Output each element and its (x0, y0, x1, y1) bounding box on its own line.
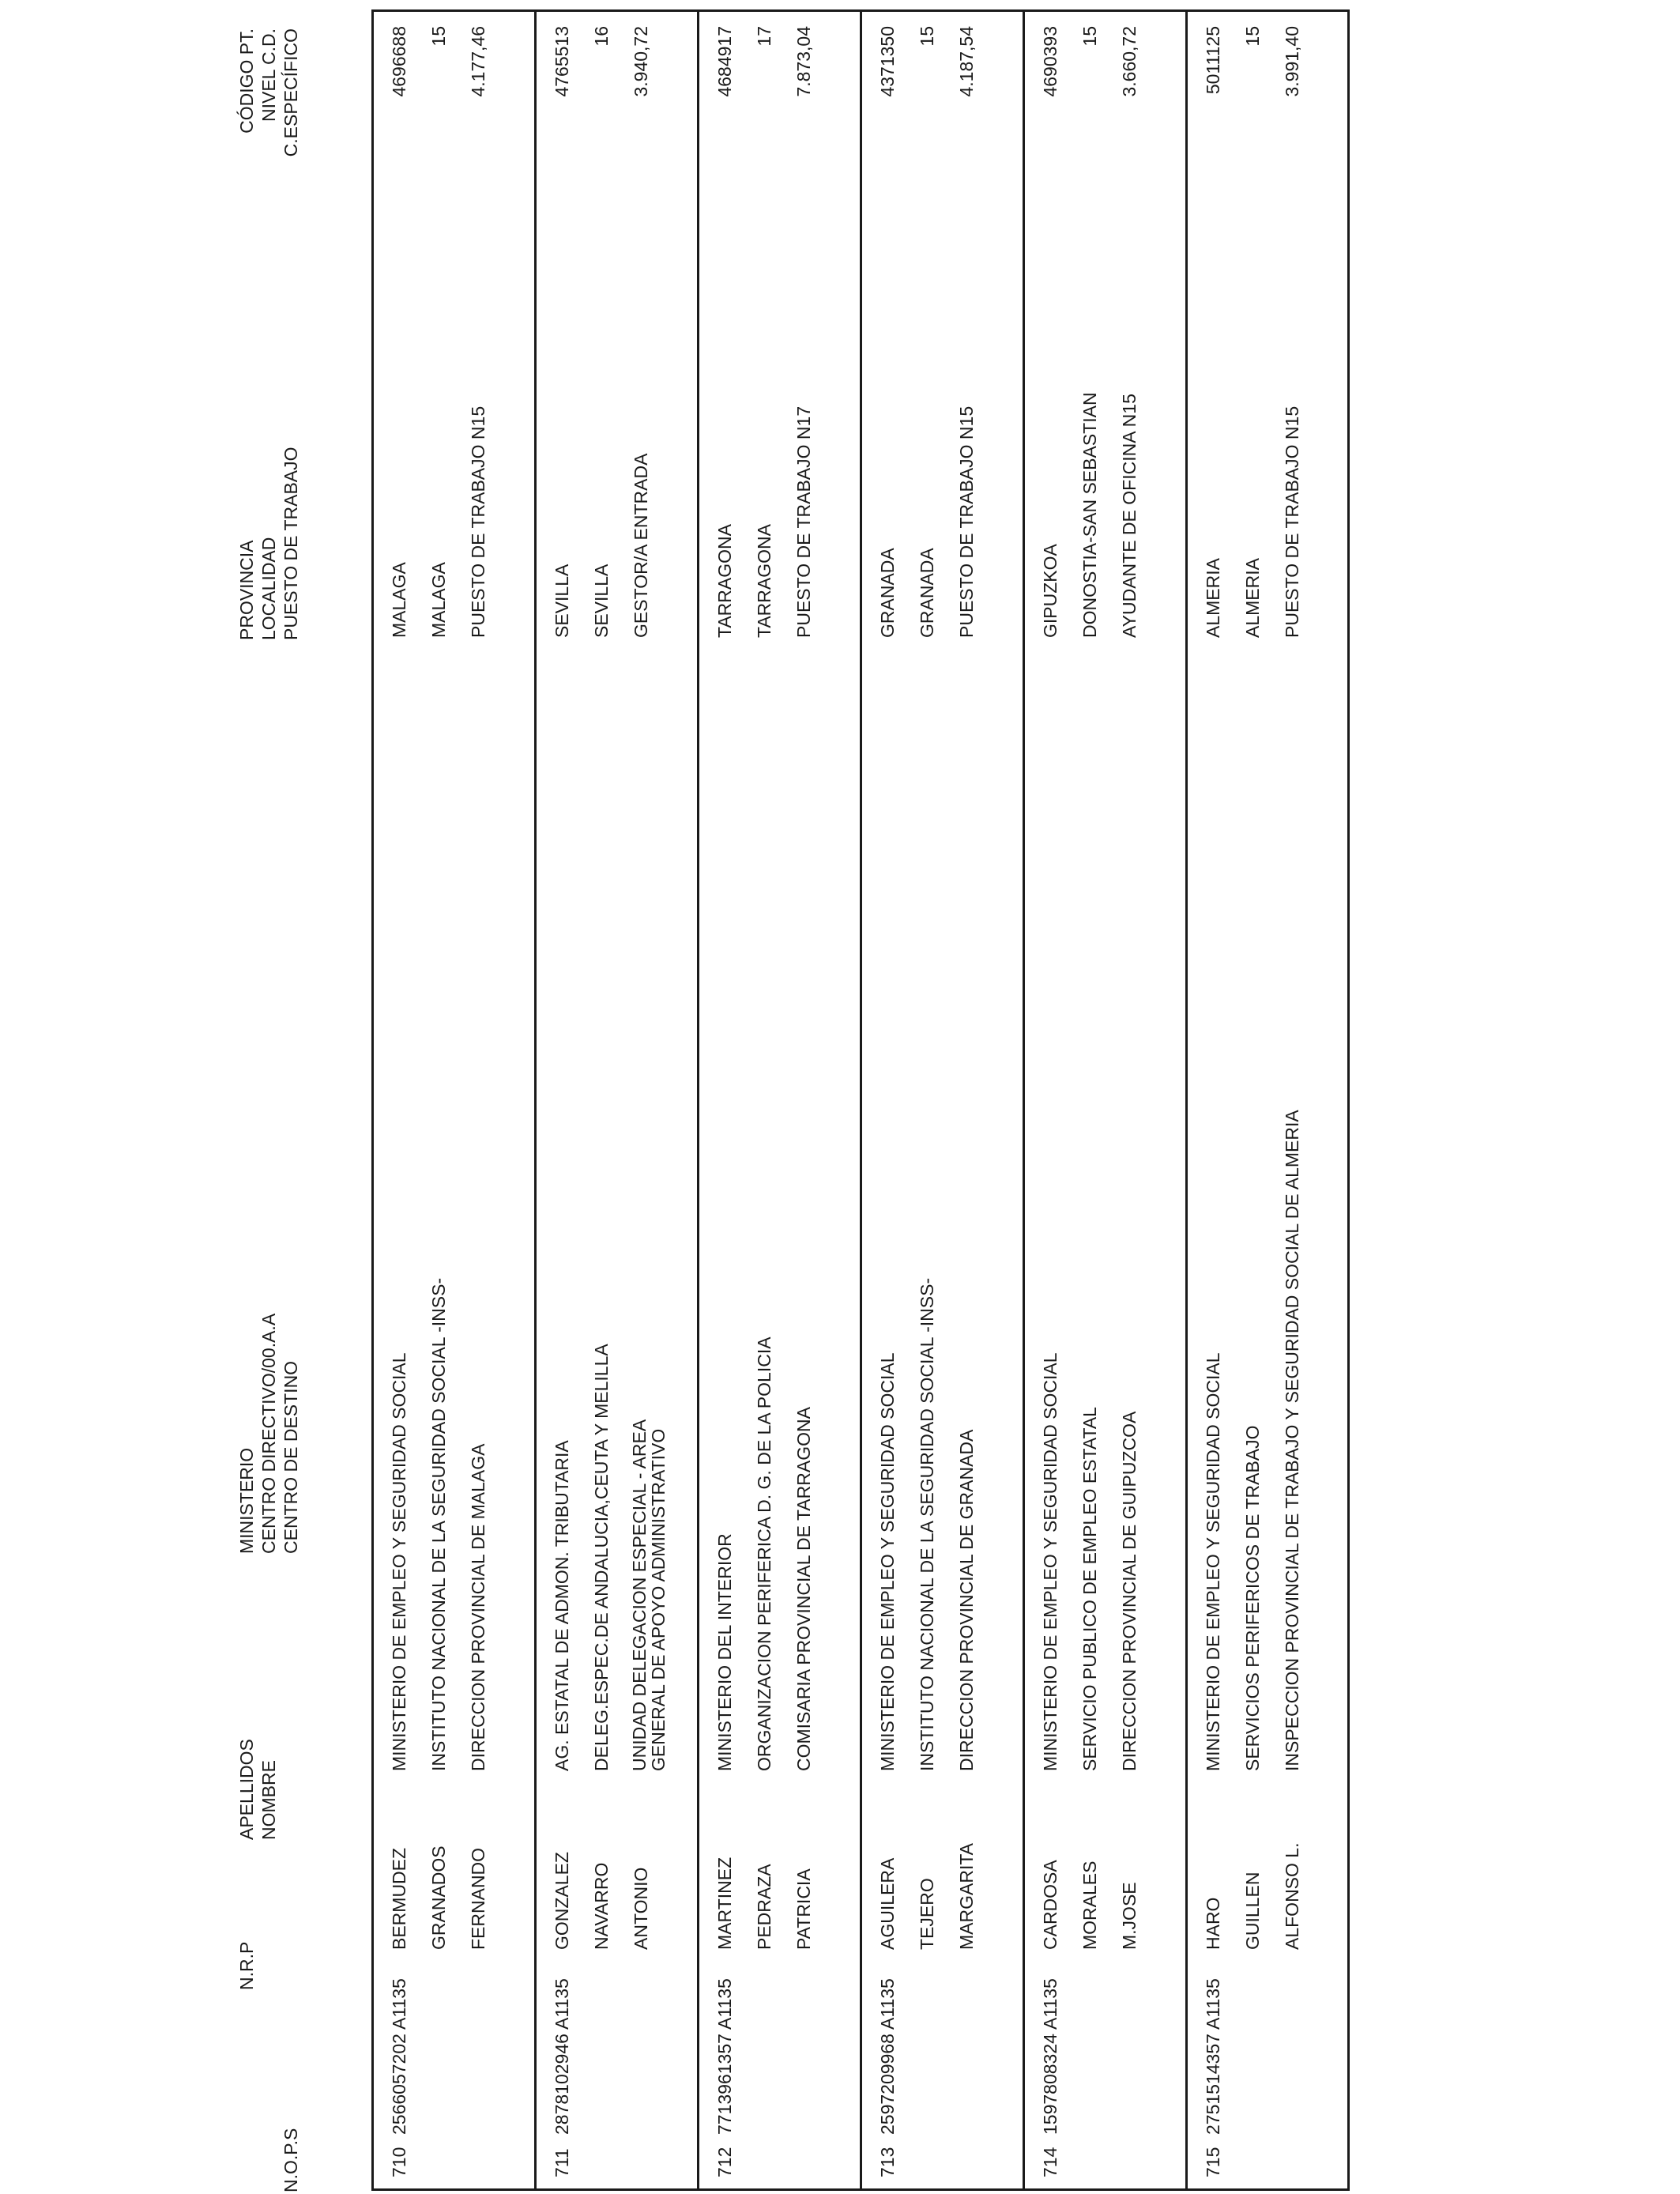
directive-center: ORGANIZACION PERIFERICA D. G. DE LA POLICIA (754, 1336, 774, 1771)
job-post: GESTOR/A ENTRADA (631, 453, 651, 638)
job-post: PUESTO DE TRABAJO N15 (1282, 405, 1302, 638)
nops-number: 713 (877, 2147, 898, 2177)
nops-number: 712 (714, 2147, 735, 2177)
level: 15 (428, 26, 449, 47)
province: GRANADA (877, 548, 898, 638)
given-name: MARGARITA (956, 1842, 977, 1950)
table-row (1025, 12, 1188, 2188)
directive-center: INSTITUTO NACIONAL DE LA SEGURIDAD SOCIAL -INSS- (428, 1277, 449, 1771)
first-surname: MARTINEZ (714, 1857, 735, 1950)
first-surname: HARO (1203, 1897, 1223, 1950)
job-post: PUESTO DE TRABAJO N15 (956, 405, 977, 638)
specific-complement: 3.660,72 (1119, 26, 1139, 97)
table-row (374, 12, 537, 2188)
post-code: 4765513 (552, 26, 572, 97)
job-post: PUESTO DE TRABAJO N17 (793, 405, 814, 638)
header-ministerio-centro (235, 1314, 302, 1554)
province: TARRAGONA (714, 524, 735, 638)
given-name: M.JOSE (1119, 1882, 1139, 1950)
directive-center: INSTITUTO NACIONAL DE LA SEGURIDAD SOCIAL -INSS- (917, 1277, 937, 1771)
province: GIPUZKOA (1040, 544, 1060, 638)
first-surname: GONZALEZ (552, 1852, 572, 1950)
given-name: ANTONIO (631, 1867, 651, 1950)
nrp-code: 2878102946 A1135 (552, 1978, 572, 2135)
given-name: ALFONSO L. (1282, 1842, 1302, 1950)
second-surname: NAVARRO (591, 1862, 612, 1950)
ministry: AG. ESTATAL DE ADMON. TRIBUTARIA (552, 1440, 572, 1771)
destination-center: COMISARIA PROVINCIAL DE TARRAGONA (793, 1407, 814, 1771)
header-nrp (235, 1942, 258, 1990)
table-header (0, 0, 371, 2194)
second-surname: GUILLEN (1242, 1872, 1263, 1950)
level: 17 (754, 26, 774, 47)
header-centro-directivo-label: CENTRO DIRECTIVO/00.A.A (258, 1313, 279, 1554)
header-provincia-localidad-puesto (235, 447, 302, 640)
destination-center: DIRECCION PROVINCIAL DE MALAGA (468, 1443, 488, 1771)
header-nrp-label: N.R.P (236, 1941, 257, 1990)
locality: TARRAGONA (754, 524, 774, 638)
records-table (371, 9, 1350, 2191)
nrp-code: 2597209968 A1135 (877, 1978, 898, 2135)
second-surname: PEDRAZA (754, 1864, 774, 1950)
ministry: MINISTERIO DE EMPLEO Y SEGURIDAD SOCIAL (389, 1352, 409, 1771)
nrp-code: 2751514357 A1135 (1203, 1978, 1223, 2135)
header-apellidos-label: APELLIDOS (236, 1739, 257, 1840)
nops-number: 711 (552, 2148, 572, 2177)
destination-center: UNIDAD DELEGACION ESPECIAL - AREA GENERAL DE APOYO ADMINISTRATIVO (629, 1420, 669, 1771)
ministry: MINISTERIO DE EMPLEO Y SEGURIDAD SOCIAL (1203, 1352, 1223, 1771)
header-nops (235, 2128, 302, 2192)
province: MALAGA (389, 562, 409, 638)
header-especifico-label: C.ESPECÍFICO (281, 28, 301, 157)
specific-complement: 3.991,40 (1282, 26, 1302, 97)
nops-number: 714 (1040, 2147, 1060, 2177)
table-row (537, 12, 699, 2188)
ministry: MINISTERIO DE EMPLEO Y SEGURIDAD SOCIAL (877, 1352, 898, 1771)
header-centro-destino-label: CENTRO DE DESTINO (281, 1360, 301, 1554)
directive-center: DELEG.ESPEC.DE ANDALUCIA,CEUTA Y MELILLA (591, 1344, 612, 1771)
locality: MALAGA (428, 562, 449, 638)
locality: GRANADA (917, 548, 937, 638)
header-puesto-label: PUESTO DE TRABAJO (281, 447, 301, 640)
post-code: 5011125 (1203, 26, 1223, 95)
second-surname: GRANADOS (428, 1845, 449, 1950)
header-codigo-nivel-especifico (235, 28, 302, 218)
destination-center: DIRECCION PROVINCIAL DE GRANADA (956, 1429, 977, 1771)
specific-complement: 4.177,46 (468, 26, 488, 97)
ministry: MINISTERIO DEL INTERIOR (714, 1533, 735, 1771)
nops-number: 710 (389, 2147, 409, 2177)
first-surname: AGUILERA (877, 1857, 898, 1950)
given-name: FERNANDO (468, 1847, 488, 1950)
second-surname: MORALES (1079, 1860, 1100, 1950)
second-surname: TEJERO (917, 1878, 937, 1950)
table-row (699, 12, 862, 2188)
header-localidad-label: LOCALIDAD (258, 537, 279, 640)
locality: ALMERIA (1242, 558, 1263, 638)
job-post: PUESTO DE TRABAJO N15 (468, 405, 488, 638)
destination-center: INSPECCION PROVINCIAL DE TRABAJO Y SEGURIDAD SOCIAL DE ALMERIA (1282, 1110, 1302, 1771)
locality: DONOSTIA-SAN SEBASTIAN (1079, 392, 1100, 638)
table-row (862, 12, 1025, 2188)
nrp-code: 1597808324 A1135 (1040, 1978, 1060, 2135)
first-surname: CARDOSA (1040, 1860, 1060, 1950)
header-nivel-label: NIVEL C.D. (258, 28, 279, 123)
locality: SEVILLA (591, 564, 612, 638)
header-provincia-label: PROVINCIA (236, 540, 257, 640)
province: SEVILLA (552, 564, 572, 638)
header-nops-label: N.O.P.S (281, 2128, 301, 2192)
ministry: MINISTERIO DE EMPLEO Y SEGURIDAD SOCIAL (1040, 1352, 1060, 1771)
level: 15 (1079, 26, 1100, 47)
destination-center: DIRECCION PROVINCIAL DE GUIPUZCOA (1119, 1411, 1139, 1771)
header-ministerio-label: MINISTERIO (236, 1447, 257, 1554)
header-codigo-label: CÓDIGO PT. (236, 28, 257, 134)
nops-number: 715 (1203, 2147, 1223, 2177)
specific-complement: 7.873,04 (793, 26, 814, 97)
post-code: 4684917 (714, 26, 735, 97)
nrp-code: 7713961357 A1135 (714, 1978, 735, 2135)
specific-complement: 3.940,72 (631, 26, 651, 97)
nrp-code: 2566057202 A1135 (389, 1978, 409, 2135)
specific-complement: 4.187,54 (956, 26, 977, 97)
level: 15 (1242, 26, 1263, 47)
province: ALMERIA (1203, 558, 1223, 638)
table-row (1188, 12, 1347, 2188)
level: 15 (917, 26, 937, 47)
given-name: PATRICIA (793, 1868, 814, 1950)
post-code: 4371350 (877, 26, 898, 97)
directive-center: SERVICIOS PERIFERICOS DE TRABAJO (1242, 1425, 1263, 1771)
job-post: AYUDANTE DE OFICINA N15 (1119, 394, 1139, 638)
post-code: 4690393 (1040, 26, 1060, 97)
first-surname: BERMUDEZ (389, 1847, 409, 1950)
level: 16 (591, 26, 612, 47)
header-apellidos-nombre (235, 1739, 280, 1840)
directive-center: SERVICIO PUBLICO DE EMPLEO ESTATAL (1079, 1407, 1100, 1771)
header-nombre-label: NOMBRE (258, 1760, 279, 1840)
post-code: 4696688 (389, 26, 409, 97)
